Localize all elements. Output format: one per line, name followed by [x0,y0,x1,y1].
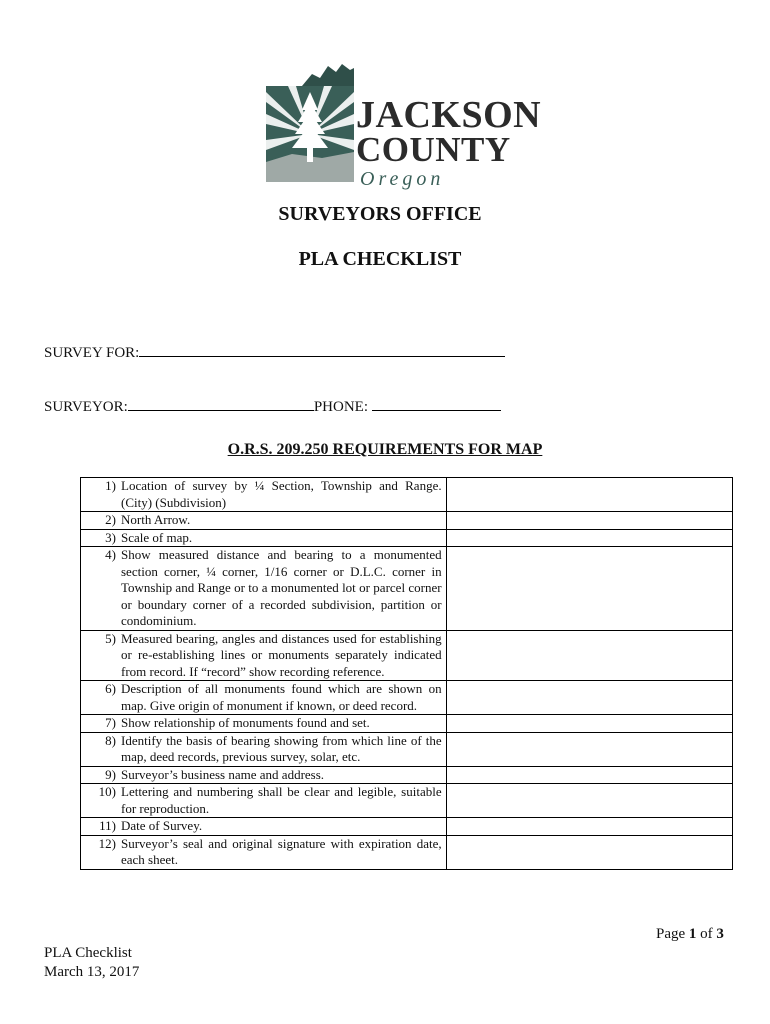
requirement-item-cell [81,818,447,836]
requirement-text: Scale of map. [121,529,193,545]
requirement-row [81,784,733,818]
requirement-text: Measured bearing, angles and distances used for establishing or re-establishing lines or monuments separately indicated from record. If “record” show recording reference. [121,630,442,679]
page-title: PLA CHECKLIST [298,248,462,270]
requirement-row [81,512,733,530]
requirement-item-cell [81,766,447,784]
requirement-text: Surveyor’s seal and original signature with expiration date, each sheet. [121,835,442,867]
requirement-row [81,835,733,869]
requirement-row [81,766,733,784]
requirement-text: Surveyor’s business name and address. [121,766,325,782]
requirement-row [81,715,733,733]
footer [44,944,139,982]
requirement-check-cell[interactable] [446,529,732,547]
requirement-text: Lettering and numbering shall be clear and legible, suitable for reproduction. [121,784,442,816]
requirement-item-cell [81,478,447,512]
requirement-text: Show measured distance and bearing to a monumented section corner, ¼ corner, 1/16 corner or D.L.C. corner in Township and Range or to a monumented lot or parcel corner or boundary corner of a recorded subdivision, partition or condominium. [121,547,442,628]
page-prefix: Page [656,926,689,942]
requirement-row [81,529,733,547]
requirement-check-cell[interactable] [446,835,732,869]
requirement-item-cell [81,512,447,530]
requirement-check-cell[interactable] [446,630,732,681]
requirement-number: 5) [105,630,116,646]
jackson-county-logo [262,62,542,192]
requirement-number: 3) [105,529,116,545]
phone-field[interactable] [372,396,501,411]
requirement-number: 7) [105,715,116,730]
requirement-check-cell[interactable] [446,512,732,530]
surveyor-label: SURVEYOR: [44,399,128,415]
requirement-check-cell[interactable] [446,478,732,512]
survey-for-row [44,342,505,362]
requirements-heading: O.R.S. 209.250 REQUIREMENTS FOR MAP [227,441,543,458]
requirement-row [81,547,733,631]
requirements-table [80,477,733,870]
requirement-item-cell [81,630,447,681]
logo-line-oregon: Oregon [360,168,445,190]
requirement-number: 1) [105,478,116,493]
requirement-item-cell [81,681,447,715]
phone-label: PHONE: [313,399,368,415]
requirement-text: Location of survey by ¼ Section, Township and Range. (City) (Subdivision) [121,478,442,510]
requirement-text: Show relationship of monuments found and set. [121,715,370,730]
requirement-check-cell[interactable] [446,681,732,715]
requirement-item-cell [81,547,447,631]
requirement-item-cell [81,784,447,818]
requirement-row [81,478,733,512]
requirement-item-cell [81,835,447,869]
requirement-check-cell[interactable] [446,732,732,766]
requirement-text: Identify the basis of bearing showing from which line of the map, deed records, previous survey, solar, etc. [121,732,442,764]
requirement-item-cell [81,732,447,766]
requirement-number: 4) [105,547,116,562]
requirement-number: 6) [105,681,116,696]
requirement-text: North Arrow. [121,512,191,527]
surveyor-field[interactable] [128,396,314,411]
survey-for-label: SURVEY FOR: [44,345,140,361]
requirement-check-cell[interactable] [446,784,732,818]
requirement-row [81,681,733,715]
page-number [656,926,724,943]
page-total: 3 [716,926,724,942]
requirement-check-cell[interactable] [446,766,732,784]
requirement-number: 12) [98,835,116,851]
surveyor-row [44,396,501,416]
footer-date: March 13, 2017 [44,964,140,980]
requirement-item-cell [81,529,447,547]
requirement-row [81,732,733,766]
tree-mountain-emblem [262,62,362,192]
requirement-number: 11) [99,818,116,833]
requirement-item-cell [81,715,447,733]
requirement-check-cell[interactable] [446,818,732,836]
requirement-text: Description of all monuments found which are shown on map. Give origin of monument if known, or deed record. [121,681,442,713]
requirement-row [81,630,733,681]
requirement-number: 2) [105,512,116,527]
survey-for-field[interactable] [139,342,505,357]
requirement-number: 8) [105,732,116,748]
footer-doc-name: PLA Checklist [44,945,132,961]
logo-line-county: COUNTY [356,130,511,169]
page-current: 1 [688,926,697,942]
requirement-check-cell[interactable] [446,547,732,631]
requirement-text: Date of Survey. [121,818,203,833]
requirement-row [81,818,733,836]
requirement-check-cell[interactable] [446,715,732,733]
logo-line-jackson: JACKSON [356,94,542,136]
requirement-number: 9) [105,766,116,782]
requirement-number: 10) [98,784,116,799]
office-title: SURVEYORS OFFICE [278,203,482,225]
page-of: of [696,926,717,942]
